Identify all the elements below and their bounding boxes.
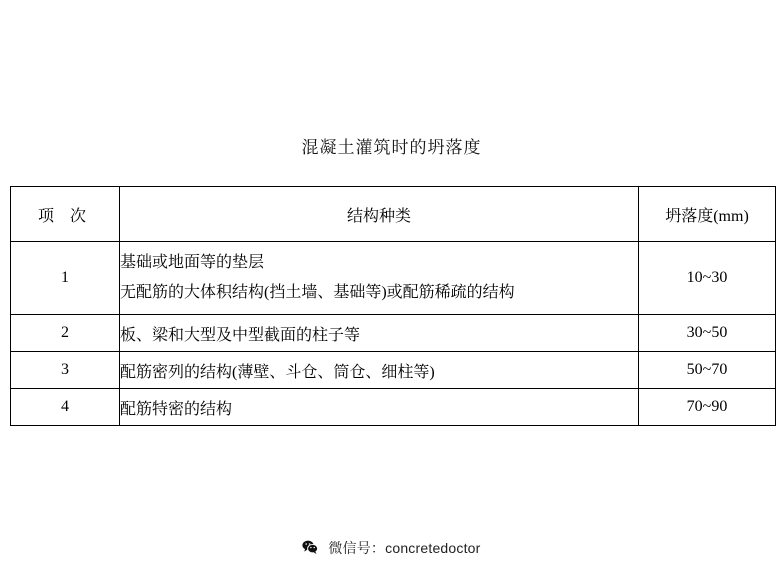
table-body — [11, 242, 776, 426]
structure-type-line: 无配筋的大体积结构(挡土墙、基础等)或配筋稀疏的结构 — [120, 284, 515, 301]
page-title: 混凝土灌筑时的坍落度 — [301, 138, 482, 157]
table-row — [11, 352, 776, 389]
column-header-item: 项 次 — [11, 187, 120, 242]
cell-slump-value: 70~90 — [639, 389, 776, 426]
cell-item-number: 4 — [11, 389, 120, 426]
slump-table — [10, 186, 776, 426]
cell-slump-value: 50~70 — [639, 352, 776, 389]
structure-type-line: 基础或地面等的垫层 — [120, 254, 265, 272]
wechat-icon — [302, 540, 318, 554]
table-header — [11, 187, 776, 242]
wechat-id-text: 微信号：concretedoctor — [328, 540, 481, 556]
cell-structure-type: 板、梁和大型及中型截面的柱子等 — [120, 315, 639, 352]
column-header-slump: 坍落度(mm) — [639, 187, 776, 242]
column-header-structure-type: 结构种类 — [120, 187, 639, 242]
table-row — [11, 315, 776, 352]
table-row — [11, 389, 776, 426]
cell-structure-type: 配筋密列的结构(薄壁、斗仓、筒仓、细柱等) — [120, 352, 639, 389]
cell-structure-type: 配筋特密的结构 — [120, 389, 639, 426]
cell-item-number: 1 — [11, 242, 120, 315]
table-header-row — [11, 187, 776, 242]
slump-table-container — [10, 186, 772, 426]
cell-slump-value: 10~30 — [639, 242, 776, 315]
cell-slump-value: 30~50 — [639, 315, 776, 352]
table-row — [11, 242, 776, 315]
cell-structure-type — [120, 242, 639, 315]
cell-item-number: 3 — [11, 352, 120, 389]
cell-item-number: 2 — [11, 315, 120, 352]
footer — [0, 538, 783, 558]
